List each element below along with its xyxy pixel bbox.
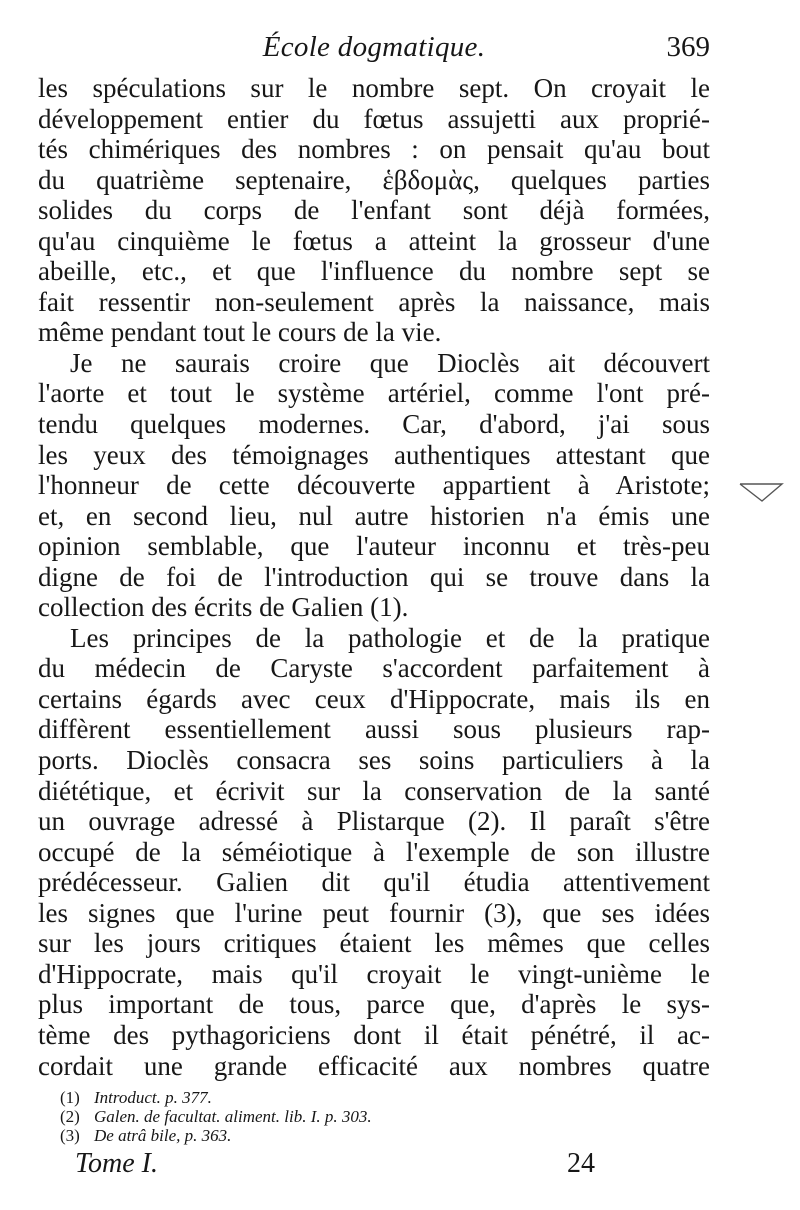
text-line: cordait une grande efficacité aux nombres quatre [38,1050,710,1081]
margin-mark-icon [738,481,784,503]
footnote-text: Introduct. p. 377. [94,1088,212,1107]
footnote-mark: (3) [60,1126,80,1145]
volume-label: Tome I. [75,1148,158,1179]
text-line: diffèrent essentiellement aussi sous plusieurs rap- [38,714,710,745]
text-line: tendu quelques modernes. Car, d'abord, j'ai sous [38,409,710,440]
footnote-text: Galen. de facultat. aliment. lib. I. p. 303. [94,1107,372,1126]
text-line: ports. Dioclès consacra ses soins particuliers à la [38,745,710,776]
footnote [60,1126,700,1145]
text-line: diététique, et écrivit sur la conservation de la santé [38,775,710,806]
page-number: 369 [666,31,710,63]
footnote-text: De atrâ bile, p. 363. [94,1126,232,1145]
text-line: plus important de tous, parce que, d'après le sys- [38,989,710,1020]
text-line: Je ne saurais croire que Dioclès ait découvert [70,347,710,378]
text-line: l'aorte et tout le système artériel, comme l'ont pré- [38,378,710,409]
footnotes [60,1088,700,1145]
text-line: digne de foi de l'introduction qui se trouve dans la [38,561,710,592]
text-line: un ouvrage adressé à Plistarque (2). Il paraît s'être [38,806,710,837]
footnote [60,1107,700,1126]
text-line: Les principes de la pathologie et de la pratique [70,622,710,653]
signature-mark: 24 [567,1148,595,1179]
text-line: d'Hippocrate, mais qu'il croyait le vingt-unième le [38,958,710,989]
text-line: les yeux des témoignages authentiques attestant que [38,439,710,470]
text-line: fait ressentir non-seulement après la naissance, mais [38,286,710,317]
text-line: et, en second lieu, nul autre historien n'a émis une [38,500,710,531]
text-line: les signes que l'urine peut fournir (3), que ses idées [38,897,710,928]
text-line: abeille, etc., et que l'influence du nombre sept se [38,256,710,287]
text-line: du médecin de Caryste s'accordent parfaitement à [38,653,710,684]
text-line: solides du corps de l'enfant sont déjà formées, [38,195,710,226]
text-line: sur les jours critiques étaient les mêmes que celles [38,928,710,959]
text-line: opinion semblable, que l'auteur inconnu et très-peu [38,531,710,562]
text-line: les spéculations sur le nombre sept. On croyait le [38,73,710,103]
text-line: tème des pythagoriciens dont il était pénétré, il ac- [38,1019,710,1050]
text-line: certains égards avec ceux d'Hippocrate, mais ils en [38,683,710,714]
text-line: développement entier du fœtus assujetti aux proprié- [38,103,710,134]
footnote [60,1088,700,1107]
text-line: l'honneur de cette découverte appartient à Aristote; [38,470,710,501]
footnote-mark: (2) [60,1107,80,1126]
text-line: même pendant tout le cours de la vie. [38,317,442,348]
text-line: collection des écrits de Galien (1). [38,592,409,623]
page-footer [75,1148,595,1184]
text-line: qu'au cinquième le fœtus a atteint la grosseur d'une [38,225,710,256]
running-header [38,31,710,71]
text-line: prédécesseur. Galien dit qu'il étudia attentivement [38,867,710,898]
text-line: occupé de la séméiotique à l'exemple de son illustre [38,836,710,867]
text-line: du quatrième septenaire, ἑβδομὰς, quelques parties [38,164,710,195]
footnote-mark: (1) [60,1088,80,1107]
body-text [38,73,710,1081]
text-line: tés chimériques des nombres : on pensait qu'au bout [38,134,710,165]
running-title: École dogmatique. [262,31,486,63]
